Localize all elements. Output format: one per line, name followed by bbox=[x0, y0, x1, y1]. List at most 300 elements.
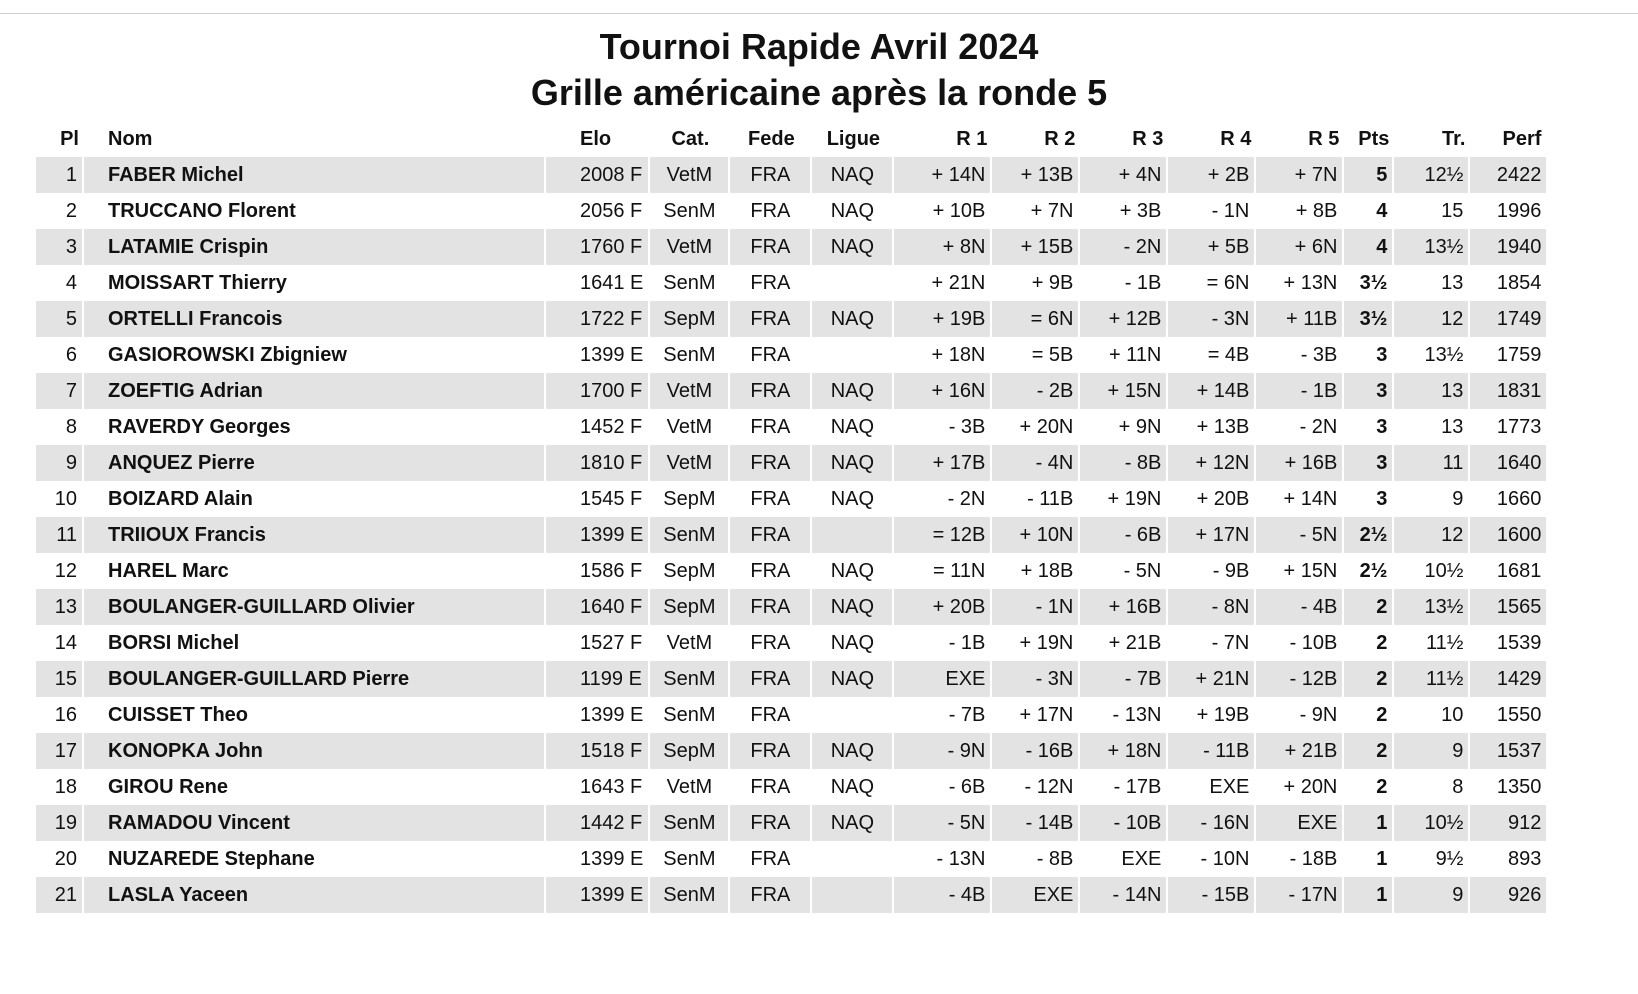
cell-r1: + 14N bbox=[894, 157, 992, 193]
cell-pl: 9 bbox=[36, 445, 84, 481]
cell-r2: + 9B bbox=[992, 265, 1080, 301]
cell-ligue: NAQ bbox=[812, 769, 894, 805]
cell-tr: 9 bbox=[1394, 481, 1470, 517]
cell-r4: + 17N bbox=[1168, 517, 1256, 553]
table-row bbox=[36, 373, 1546, 409]
cell-fede: FRA bbox=[730, 625, 812, 661]
cell-tr: 11½ bbox=[1394, 661, 1470, 697]
cell-nom: MOISSART Thierry bbox=[84, 265, 546, 301]
cell-r2: + 17N bbox=[992, 697, 1080, 733]
cell-r5: + 15N bbox=[1256, 553, 1344, 589]
cell-r4: - 3N bbox=[1168, 301, 1256, 337]
cell-r4: - 15B bbox=[1168, 877, 1256, 913]
cell-nom: GASIOROWSKI Zbigniew bbox=[84, 337, 546, 373]
cell-ligue: NAQ bbox=[812, 625, 894, 661]
cell-pl: 16 bbox=[36, 697, 84, 733]
cell-fede: FRA bbox=[730, 229, 812, 265]
cell-r4: + 2B bbox=[1168, 157, 1256, 193]
cell-fede: FRA bbox=[730, 697, 812, 733]
cell-r1: + 16N bbox=[894, 373, 992, 409]
cell-r2: - 11B bbox=[992, 481, 1080, 517]
cell-r4: - 11B bbox=[1168, 733, 1256, 769]
cell-cat: SenM bbox=[650, 841, 730, 877]
cell-r2: = 5B bbox=[992, 337, 1080, 373]
cell-r3: EXE bbox=[1080, 841, 1168, 877]
cell-pts: 2½ bbox=[1344, 517, 1394, 553]
table-row bbox=[36, 445, 1546, 481]
cell-r2: = 6N bbox=[992, 301, 1080, 337]
cell-cat: SepM bbox=[650, 733, 730, 769]
cell-r4: - 10N bbox=[1168, 841, 1256, 877]
cell-fede: FRA bbox=[730, 733, 812, 769]
cell-r3: - 10B bbox=[1080, 805, 1168, 841]
cell-r5: + 11B bbox=[1256, 301, 1344, 337]
cell-pl: 10 bbox=[36, 481, 84, 517]
cell-ligue: NAQ bbox=[812, 157, 894, 193]
cell-nom: RAVERDY Georges bbox=[84, 409, 546, 445]
cell-ligue: NAQ bbox=[812, 481, 894, 517]
cell-r4: - 7N bbox=[1168, 625, 1256, 661]
cell-pts: 1 bbox=[1344, 841, 1394, 877]
cell-r3: + 19N bbox=[1080, 481, 1168, 517]
cell-fede: FRA bbox=[730, 409, 812, 445]
cell-pl: 19 bbox=[36, 805, 84, 841]
cell-ligue: NAQ bbox=[812, 661, 894, 697]
cell-nom: CUISSET Theo bbox=[84, 697, 546, 733]
table-row bbox=[36, 553, 1546, 589]
cell-elo: 1700 F bbox=[546, 373, 650, 409]
cell-pl: 8 bbox=[36, 409, 84, 445]
cell-fede: FRA bbox=[730, 877, 812, 913]
cell-elo: 1399 E bbox=[546, 877, 650, 913]
cell-pl: 11 bbox=[36, 517, 84, 553]
cell-elo: 1722 F bbox=[546, 301, 650, 337]
cell-perf: 1759 bbox=[1470, 337, 1546, 373]
cell-nom: ANQUEZ Pierre bbox=[84, 445, 546, 481]
cell-pts: 5 bbox=[1344, 157, 1394, 193]
cell-perf: 912 bbox=[1470, 805, 1546, 841]
window-top-border bbox=[0, 0, 1638, 14]
table-row bbox=[36, 409, 1546, 445]
cell-r1: - 6B bbox=[894, 769, 992, 805]
cell-ligue: NAQ bbox=[812, 373, 894, 409]
cell-cat: SenM bbox=[650, 265, 730, 301]
table-row bbox=[36, 589, 1546, 625]
cell-nom: ORTELLI Francois bbox=[84, 301, 546, 337]
cell-r3: + 9N bbox=[1080, 409, 1168, 445]
cell-cat: SenM bbox=[650, 337, 730, 373]
cell-r4: + 21N bbox=[1168, 661, 1256, 697]
table-row bbox=[36, 229, 1546, 265]
table-row bbox=[36, 625, 1546, 661]
cell-pl: 17 bbox=[36, 733, 84, 769]
cell-fede: FRA bbox=[730, 301, 812, 337]
cell-pl: 7 bbox=[36, 373, 84, 409]
cell-r5: - 9N bbox=[1256, 697, 1344, 733]
cell-nom: BOIZARD Alain bbox=[84, 481, 546, 517]
cell-r1: - 13N bbox=[894, 841, 992, 877]
cell-nom: BOULANGER-GUILLARD Olivier bbox=[84, 589, 546, 625]
cell-fede: FRA bbox=[730, 589, 812, 625]
cell-fede: FRA bbox=[730, 337, 812, 373]
cell-perf: 1565 bbox=[1470, 589, 1546, 625]
cell-fede: FRA bbox=[730, 661, 812, 697]
cell-pl: 5 bbox=[36, 301, 84, 337]
cell-r3: + 4N bbox=[1080, 157, 1168, 193]
cell-r2: + 13B bbox=[992, 157, 1080, 193]
cell-r4: + 13B bbox=[1168, 409, 1256, 445]
col-header-r5: R 5 bbox=[1308, 127, 1340, 150]
cell-elo: 1760 F bbox=[546, 229, 650, 265]
cell-r5: - 2N bbox=[1256, 409, 1344, 445]
cell-r5: + 21B bbox=[1256, 733, 1344, 769]
cell-r5: + 13N bbox=[1256, 265, 1344, 301]
col-header-r4: R 4 bbox=[1220, 127, 1252, 150]
table-row bbox=[36, 517, 1546, 553]
cell-nom: HAREL Marc bbox=[84, 553, 546, 589]
cell-fede: FRA bbox=[730, 481, 812, 517]
cell-cat: SepM bbox=[650, 589, 730, 625]
cell-fede: FRA bbox=[730, 373, 812, 409]
cell-r2: - 14B bbox=[992, 805, 1080, 841]
cell-r3: - 6B bbox=[1080, 517, 1168, 553]
cell-elo: 1640 F bbox=[546, 589, 650, 625]
cell-tr: 10 bbox=[1394, 697, 1470, 733]
cell-perf: 1831 bbox=[1470, 373, 1546, 409]
cell-cat: VetM bbox=[650, 769, 730, 805]
cell-tr: 12½ bbox=[1394, 157, 1470, 193]
cell-ligue: NAQ bbox=[812, 553, 894, 589]
cell-tr: 13 bbox=[1394, 373, 1470, 409]
cell-tr: 11½ bbox=[1394, 625, 1470, 661]
cell-elo: 1452 F bbox=[546, 409, 650, 445]
cell-pts: 2½ bbox=[1344, 553, 1394, 589]
cell-cat: SepM bbox=[650, 553, 730, 589]
cell-pts: 3 bbox=[1344, 409, 1394, 445]
cell-tr: 13½ bbox=[1394, 229, 1470, 265]
cell-elo: 1442 F bbox=[546, 805, 650, 841]
cell-fede: FRA bbox=[730, 553, 812, 589]
col-header-perf: Perf bbox=[1502, 127, 1542, 150]
cell-r2: - 1N bbox=[992, 589, 1080, 625]
cell-r1: + 20B bbox=[894, 589, 992, 625]
cell-elo: 1641 E bbox=[546, 265, 650, 301]
cell-tr: 9½ bbox=[1394, 841, 1470, 877]
cell-pts: 2 bbox=[1344, 769, 1394, 805]
cell-pts: 2 bbox=[1344, 625, 1394, 661]
cell-perf: 1640 bbox=[1470, 445, 1546, 481]
cell-pl: 13 bbox=[36, 589, 84, 625]
cell-perf: 1773 bbox=[1470, 409, 1546, 445]
cell-elo: 1399 E bbox=[546, 337, 650, 373]
cell-perf: 1539 bbox=[1470, 625, 1546, 661]
cell-r4: + 19B bbox=[1168, 697, 1256, 733]
cell-r4: - 9B bbox=[1168, 553, 1256, 589]
cell-pts: 3 bbox=[1344, 337, 1394, 373]
cell-pl: 4 bbox=[36, 265, 84, 301]
cell-pts: 1 bbox=[1344, 877, 1394, 913]
cell-r3: + 15N bbox=[1080, 373, 1168, 409]
cell-fede: FRA bbox=[730, 193, 812, 229]
cell-pts: 2 bbox=[1344, 661, 1394, 697]
cell-r4: - 16N bbox=[1168, 805, 1256, 841]
cell-r5: - 12B bbox=[1256, 661, 1344, 697]
cell-tr: 11 bbox=[1394, 445, 1470, 481]
cell-r2: - 8B bbox=[992, 841, 1080, 877]
cell-r3: + 21B bbox=[1080, 625, 1168, 661]
cell-perf: 1996 bbox=[1470, 193, 1546, 229]
cell-r3: + 3B bbox=[1080, 193, 1168, 229]
cell-pts: 2 bbox=[1344, 589, 1394, 625]
cell-r1: = 11N bbox=[894, 553, 992, 589]
cell-pl: 12 bbox=[36, 553, 84, 589]
cell-r5: + 8B bbox=[1256, 193, 1344, 229]
cell-elo: 2056 F bbox=[546, 193, 650, 229]
col-header-ligue: Ligue bbox=[826, 127, 881, 150]
cell-fede: FRA bbox=[730, 445, 812, 481]
cell-nom: NUZAREDE Stephane bbox=[84, 841, 546, 877]
cell-cat: SenM bbox=[650, 517, 730, 553]
cell-r5: - 4B bbox=[1256, 589, 1344, 625]
cell-fede: FRA bbox=[730, 157, 812, 193]
cell-nom: ZOEFTIG Adrian bbox=[84, 373, 546, 409]
cell-perf: 2422 bbox=[1470, 157, 1546, 193]
cell-pl: 21 bbox=[36, 877, 84, 913]
cell-perf: 1537 bbox=[1470, 733, 1546, 769]
cell-ligue bbox=[812, 841, 894, 877]
table-row bbox=[36, 193, 1546, 229]
cell-tr: 15 bbox=[1394, 193, 1470, 229]
table-row bbox=[36, 805, 1546, 841]
cell-r2: + 10N bbox=[992, 517, 1080, 553]
cell-cat: VetM bbox=[650, 373, 730, 409]
cell-ligue: NAQ bbox=[812, 229, 894, 265]
cell-pts: 2 bbox=[1344, 697, 1394, 733]
cell-perf: 893 bbox=[1470, 841, 1546, 877]
cell-perf: 1749 bbox=[1470, 301, 1546, 337]
cell-r3: - 8B bbox=[1080, 445, 1168, 481]
table-body bbox=[36, 157, 1546, 913]
cell-nom: BOULANGER-GUILLARD Pierre bbox=[84, 661, 546, 697]
cell-ligue: NAQ bbox=[812, 301, 894, 337]
cell-r5: + 6N bbox=[1256, 229, 1344, 265]
cell-tr: 12 bbox=[1394, 517, 1470, 553]
cell-pts: 4 bbox=[1344, 229, 1394, 265]
cell-r5: - 3B bbox=[1256, 337, 1344, 373]
cell-ligue: NAQ bbox=[812, 805, 894, 841]
cell-cat: SenM bbox=[650, 877, 730, 913]
cell-pts: 3 bbox=[1344, 373, 1394, 409]
cell-r2: + 18B bbox=[992, 553, 1080, 589]
cell-r3: - 5N bbox=[1080, 553, 1168, 589]
cell-pl: 18 bbox=[36, 769, 84, 805]
cell-perf: 1550 bbox=[1470, 697, 1546, 733]
col-header-r2: R 2 bbox=[1044, 127, 1076, 150]
cell-nom: RAMADOU Vincent bbox=[84, 805, 546, 841]
cell-tr: 8 bbox=[1394, 769, 1470, 805]
cell-fede: FRA bbox=[730, 805, 812, 841]
cell-r3: + 12B bbox=[1080, 301, 1168, 337]
cell-tr: 13½ bbox=[1394, 337, 1470, 373]
cell-r4: + 12N bbox=[1168, 445, 1256, 481]
cell-nom: TRUCCANO Florent bbox=[84, 193, 546, 229]
cell-r5: - 1B bbox=[1256, 373, 1344, 409]
cell-r4: = 6N bbox=[1168, 265, 1256, 301]
col-header-fede: Fede bbox=[748, 127, 795, 150]
cell-tr: 9 bbox=[1394, 733, 1470, 769]
table-row bbox=[36, 265, 1546, 301]
cell-r2: + 20N bbox=[992, 409, 1080, 445]
cell-elo: 1199 E bbox=[546, 661, 650, 697]
table-row bbox=[36, 481, 1546, 517]
cell-r2: + 7N bbox=[992, 193, 1080, 229]
cell-r2: - 3N bbox=[992, 661, 1080, 697]
col-header-cat: Cat. bbox=[671, 127, 710, 150]
cell-elo: 2008 F bbox=[546, 157, 650, 193]
cell-r1: - 9N bbox=[894, 733, 992, 769]
cell-perf: 1429 bbox=[1470, 661, 1546, 697]
cell-r2: + 19N bbox=[992, 625, 1080, 661]
table-row bbox=[36, 733, 1546, 769]
page-header bbox=[0, 24, 1638, 116]
cell-tr: 10½ bbox=[1394, 805, 1470, 841]
cell-ligue bbox=[812, 517, 894, 553]
cell-ligue: NAQ bbox=[812, 409, 894, 445]
cell-r1: - 1B bbox=[894, 625, 992, 661]
cell-fede: FRA bbox=[730, 265, 812, 301]
table-row bbox=[36, 697, 1546, 733]
cell-r1: - 3B bbox=[894, 409, 992, 445]
cell-nom: BORSI Michel bbox=[84, 625, 546, 661]
cell-cat: VetM bbox=[650, 409, 730, 445]
cell-pl: 2 bbox=[36, 193, 84, 229]
page-title: Tournoi Rapide Avril 2024 bbox=[599, 26, 1039, 67]
cell-r2: - 4N bbox=[992, 445, 1080, 481]
cell-pts: 3 bbox=[1344, 445, 1394, 481]
cell-pl: 20 bbox=[36, 841, 84, 877]
cell-cat: SenM bbox=[650, 805, 730, 841]
cell-nom: FABER Michel bbox=[84, 157, 546, 193]
cell-ligue: NAQ bbox=[812, 733, 894, 769]
cell-r1: = 12B bbox=[894, 517, 992, 553]
col-header-r3: R 3 bbox=[1132, 127, 1164, 150]
cell-elo: 1810 F bbox=[546, 445, 650, 481]
cell-cat: SepM bbox=[650, 481, 730, 517]
cell-r4: + 14B bbox=[1168, 373, 1256, 409]
cell-r4: + 5B bbox=[1168, 229, 1256, 265]
cell-elo: 1586 F bbox=[546, 553, 650, 589]
cell-r2: + 15B bbox=[992, 229, 1080, 265]
standings-table bbox=[36, 121, 1546, 913]
cell-pl: 6 bbox=[36, 337, 84, 373]
cell-r1: + 21N bbox=[894, 265, 992, 301]
cell-perf: 1681 bbox=[1470, 553, 1546, 589]
cell-elo: 1399 E bbox=[546, 841, 650, 877]
cell-r3: - 17B bbox=[1080, 769, 1168, 805]
table-row bbox=[36, 337, 1546, 373]
cell-perf: 926 bbox=[1470, 877, 1546, 913]
cell-nom: LASLA Yaceen bbox=[84, 877, 546, 913]
cell-r1: + 18N bbox=[894, 337, 992, 373]
cell-r4: - 8N bbox=[1168, 589, 1256, 625]
cell-r5: - 5N bbox=[1256, 517, 1344, 553]
cell-r2: - 2B bbox=[992, 373, 1080, 409]
cell-nom: TRIIOUX Francis bbox=[84, 517, 546, 553]
cell-elo: 1527 F bbox=[546, 625, 650, 661]
col-header-elo: Elo bbox=[580, 127, 612, 150]
cell-pl: 3 bbox=[36, 229, 84, 265]
cell-ligue bbox=[812, 265, 894, 301]
cell-cat: SenM bbox=[650, 661, 730, 697]
cell-r5: - 10B bbox=[1256, 625, 1344, 661]
cell-pl: 15 bbox=[36, 661, 84, 697]
cell-tr: 13 bbox=[1394, 265, 1470, 301]
cell-r3: + 16B bbox=[1080, 589, 1168, 625]
cell-r5: - 18B bbox=[1256, 841, 1344, 877]
cell-perf: 1940 bbox=[1470, 229, 1546, 265]
table-row bbox=[36, 301, 1546, 337]
col-header-pts: Pts bbox=[1358, 127, 1390, 150]
cell-elo: 1545 F bbox=[546, 481, 650, 517]
cell-r3: - 7B bbox=[1080, 661, 1168, 697]
cell-elo: 1643 F bbox=[546, 769, 650, 805]
cell-r1: EXE bbox=[894, 661, 992, 697]
cell-cat: SenM bbox=[650, 193, 730, 229]
cell-r3: + 18N bbox=[1080, 733, 1168, 769]
cell-r4: - 1N bbox=[1168, 193, 1256, 229]
cell-r3: - 1B bbox=[1080, 265, 1168, 301]
cell-perf: 1350 bbox=[1470, 769, 1546, 805]
cell-r1: + 17B bbox=[894, 445, 992, 481]
cell-r5: EXE bbox=[1256, 805, 1344, 841]
cell-r3: + 11N bbox=[1080, 337, 1168, 373]
cell-fede: FRA bbox=[730, 769, 812, 805]
cell-r5: + 16B bbox=[1256, 445, 1344, 481]
cell-r1: + 19B bbox=[894, 301, 992, 337]
cell-cat: SepM bbox=[650, 301, 730, 337]
cell-cat: VetM bbox=[650, 445, 730, 481]
table-row bbox=[36, 877, 1546, 913]
cell-fede: FRA bbox=[730, 517, 812, 553]
cell-pts: 3 bbox=[1344, 481, 1394, 517]
cell-tr: 10½ bbox=[1394, 553, 1470, 589]
table-row bbox=[36, 157, 1546, 193]
cell-r4: + 20B bbox=[1168, 481, 1256, 517]
cell-pts: 4 bbox=[1344, 193, 1394, 229]
cell-r4: EXE bbox=[1168, 769, 1256, 805]
cell-pl: 14 bbox=[36, 625, 84, 661]
table-header bbox=[36, 121, 1546, 157]
cell-ligue: NAQ bbox=[812, 589, 894, 625]
cell-r4: = 4B bbox=[1168, 337, 1256, 373]
cell-perf: 1660 bbox=[1470, 481, 1546, 517]
cell-elo: 1399 E bbox=[546, 697, 650, 733]
cell-nom: LATAMIE Crispin bbox=[84, 229, 546, 265]
table-row bbox=[36, 769, 1546, 805]
cell-pts: 2 bbox=[1344, 733, 1394, 769]
cell-r2: - 16B bbox=[992, 733, 1080, 769]
cell-perf: 1854 bbox=[1470, 265, 1546, 301]
cell-perf: 1600 bbox=[1470, 517, 1546, 553]
cell-tr: 9 bbox=[1394, 877, 1470, 913]
cell-r1: - 5N bbox=[894, 805, 992, 841]
col-header-pl: Pl bbox=[60, 127, 79, 150]
cell-fede: FRA bbox=[730, 841, 812, 877]
cell-r5: + 20N bbox=[1256, 769, 1344, 805]
cell-pts: 3½ bbox=[1344, 265, 1394, 301]
cell-r5: + 7N bbox=[1256, 157, 1344, 193]
cell-cat: VetM bbox=[650, 625, 730, 661]
